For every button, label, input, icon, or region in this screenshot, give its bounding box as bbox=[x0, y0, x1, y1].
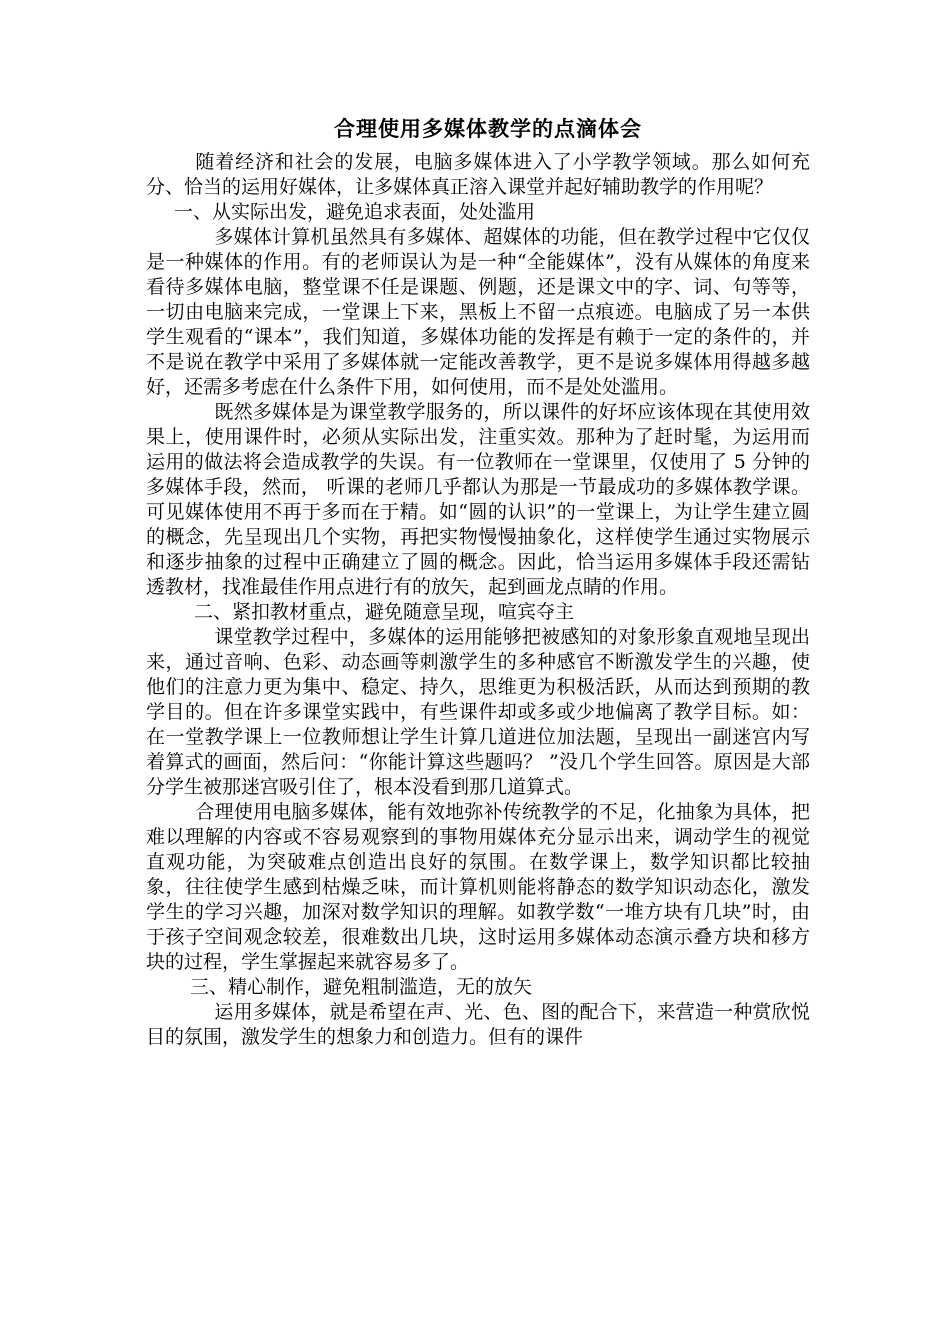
document-page bbox=[146, 112, 810, 1050]
section-2-paragraph-2: 合理使用电脑多媒体，能有效地弥补传统教学的不足，化抽象为具体，把难以理解的内容或不容易观察到的事物用媒体充分显示出来，调动学生的视觉直观功能，为突破难点创造出良好的氛围。在数学课上，数学知识都比较抽象，往往使学生感到枯燥乏味，而计算机则能将静态的数学知识动态化，激发学生的学习兴趣，加深对数学知识的理解。如教学数“一堆方块有几块”时，由于孩子空间观念较差，很难数出几块，这时运用多媒体动态演示叠方块和移方块的过程，学生掌握起来就容易多了。 bbox=[146, 801, 810, 973]
section-3-heading: 三、精心制作，避免粗制滥造，无的放矢 bbox=[190, 976, 533, 998]
intro-paragraph: 随着经济和社会的发展，电脑多媒体进入了小学教学领域。那么如何充分、恰当的运用好媒体，让多媒体真正溶入课堂并起好辅助教学的作用呢？ bbox=[146, 151, 810, 198]
section-1-heading: 一、从实际出发，避免追求表面，处处滥用 bbox=[174, 201, 536, 223]
section-1-paragraph-1: 多媒体计算机虽然具有多媒体、超媒体的功能，但在教学过程中它仅仅是一种媒体的作用。有的老师误认为是一种“全能媒体”，没有从媒体的角度来看待多媒体电脑，整堂课不任是课题、例题，还是课文中的字、词、句等等，一切由电脑来完成，一堂课上下来，黑板上不留一点痕迹。电脑成了另一本供学生观看的“课本”，我们知道，多媒体功能的发挥是有赖于一定的条件的，并不是说在教学中采用了多媒体就一定能改善教学，更不是说多媒体用得越多越好，还需多考虑在什么条件下用，如何使用，而不是处处滥用。 bbox=[146, 226, 810, 398]
section-2-heading: 二、紧扣教材重点，避免随意呈现，喧宾夺主 bbox=[194, 601, 575, 623]
section-2-paragraph-1: 课堂教学过程中，多媒体的运用能够把被感知的对象形象直观地呈现出来，通过音响、色彩、动态画等刺激学生的多种感官不断激发学生的兴趣，使他们的注意力更为集中、稳定、持久，思维更为积极活跃，从而达到预期的教学目的。但在许多课堂实践中，有些课件却或多或少地偏离了教学目标。如：在一堂教学课上一位教师想让学生计算几道进位加法题，呈现出一副迷宫内写着算式的画面，然后问：“你能计算这些题吗？ ”没几个学生回答。原因是大部分学生被那迷宫吸引住了，根本没看到那几道算式。 bbox=[146, 626, 810, 798]
section-3-paragraph-1: 运用多媒体，就是希望在声、光、色、图的配合下，来营造一种赏欣悦目的氛围，激发学生的想象力和创造力。但有的课件 bbox=[146, 1001, 810, 1048]
section-1-paragraph-2: 既然多媒体是为课堂教学服务的，所以课件的好坏应该体现在其使用效果上，使用课件时，必须从实际出发，注重实效。那种为了赶时髦，为运用而运用的做法将会造成教学的失误。有一位教师在一堂课里，仅使用了 5 分钟的多媒体手段，然而， 听课的老师几乎都认为那是一节最成功的多媒体教学课。可见媒体使用不再于多而在于精。如“圆的认识”的一堂课上，为让学生建立圆的概念，先呈现出几个实物，再把实物慢慢抽象化，这样使学生通过实物展示和逐步抽象的过程中正确建立了圆的概念。因此，恰当运用多媒体手段还需钻透教材，找准最佳作用点进行有的放矢，起到画龙点睛的作用。 bbox=[146, 401, 810, 598]
document-title: 合理使用多媒体教学的点滴体会 bbox=[334, 117, 642, 141]
